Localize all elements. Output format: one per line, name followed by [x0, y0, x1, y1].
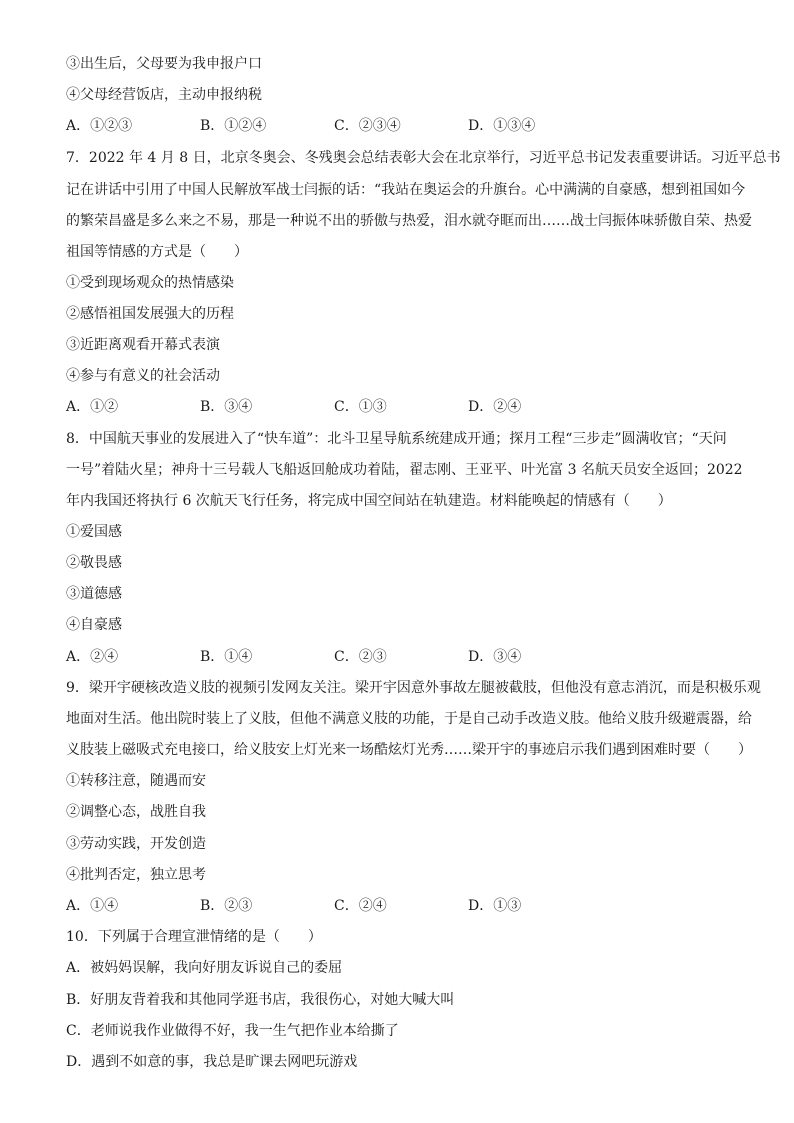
q8-stem-line-2: 一号”着陆火星；神舟十三号载人飞船返回舱成功着陆，翟志刚、王亚平、叶光富 3 名航天员安全返回；2022: [66, 462, 743, 478]
q10-choice-d[interactable]: D．遇到不如意的事，我总是旷课去网吧玩游戏: [66, 1054, 358, 1070]
q7-options: [66, 397, 754, 417]
prev-options: [66, 116, 754, 136]
prev-item-4: ④父母经营饭店，主动申报纳税: [66, 87, 262, 103]
q8-options: [66, 647, 754, 667]
q7-option-a[interactable]: A．①②: [66, 399, 119, 415]
q8-option-b[interactable]: B．①④: [200, 649, 253, 665]
q8-item-4: ④自豪感: [66, 617, 122, 633]
q7-option-c[interactable]: C．①③: [334, 399, 387, 415]
q7-item-1: ①受到现场观众的热情感染: [66, 275, 234, 291]
q9-stem-line-2: 地面对生活。他出院时装上了义肢，但他不满意义肢的功能，于是自己动手改造义肢。他给义肢升级避震器，给: [66, 711, 752, 727]
q9-option-c[interactable]: C．②④: [334, 898, 387, 914]
q9-option-a[interactable]: A．①④: [66, 898, 119, 914]
q10-choice-a[interactable]: A．被妈妈误解，我向好朋友诉说自己的委屈: [66, 960, 343, 976]
q8-option-c[interactable]: C．②③: [334, 649, 387, 665]
q8-stem-line-1: 8．中国航天事业的发展进入了“快车道”：北斗卫星导航系统建成开通；探月工程“三步走”圆满收官；“天问: [66, 431, 727, 447]
q9-item-2: ②调整心态，战胜自我: [66, 804, 206, 820]
q9-item-1: ①转移注意，随遇而安: [66, 773, 206, 789]
q7-option-d[interactable]: D．②④: [468, 399, 522, 415]
q7-stem-line-4: 祖国等情感的方式是（ ）: [66, 244, 248, 260]
q10-choice-b[interactable]: B．好朋友背着我和其他同学逛书店，我很伤心，对她大喊大叫: [66, 992, 455, 1008]
q9-options: [66, 896, 754, 916]
q7-item-4: ④参与有意义的社会活动: [66, 368, 220, 384]
q9-item-3: ③劳动实践，开发创造: [66, 836, 206, 852]
q8-stem-line-3: 年内我国还将执行 6 次航天飞行任务，将完成中国空间站在轨建造。材料能唤起的情感有（ ）: [66, 493, 672, 509]
option-b[interactable]: B．①②④: [200, 118, 267, 134]
q7-stem-line-3: 的繁荣昌盛是多么来之不易，那是一种说不出的骄傲与热爱，泪水就夺眶而出……战士闫振体味骄傲自荣、热爱: [66, 213, 752, 229]
q7-option-b[interactable]: B．③④: [200, 399, 253, 415]
q10-choice-c[interactable]: C．老师说我作业做得不好，我一生气把作业本给撕了: [66, 1023, 399, 1039]
q10-stem: 10．下列属于合理宣泄情绪的是（ ）: [66, 929, 322, 945]
q8-option-d[interactable]: D．③④: [468, 649, 522, 665]
q8-option-a[interactable]: A．②④: [66, 649, 119, 665]
q9-stem-line-1: 9．梁开宇硬核改造义肢的视频引发网友关注。梁开宇因意外事故左腿被截肢，但他没有意志消沉，而是积极乐观: [66, 680, 761, 696]
q9-option-b[interactable]: B．②③: [200, 898, 253, 914]
q7-stem-line-2: 记在讲话中引用了中国人民解放军战士闫振的话：“我站在奥运会的升旗台。心中满满的自豪感，想到祖国如今: [66, 182, 746, 198]
option-c[interactable]: C．②③④: [334, 118, 401, 134]
q8-item-3: ③道德感: [66, 586, 122, 602]
prev-item-3: ③出生后，父母要为我申报户口: [66, 56, 262, 72]
option-d[interactable]: D．①③④: [468, 118, 536, 134]
q9-item-4: ④批判否定，独立思考: [66, 867, 206, 883]
q8-item-2: ②敬畏感: [66, 555, 122, 571]
q7-stem-line-1: 7．2022 年 4 月 8 日，北京冬奥会、冬残奥会总结表彰大会在北京举行，习近平总书记发表重要讲话。习近平总书: [66, 150, 781, 166]
q9-stem-line-3: 义肢装上磁吸式充电接口，给义肢安上灯光来一场酷炫灯光秀……梁开宇的事迹启示我们遇到困难时要（ ）: [66, 742, 752, 758]
q8-item-1: ①爱国感: [66, 524, 122, 540]
q7-item-2: ②感悟祖国发展强大的历程: [66, 306, 234, 322]
q7-item-3: ③近距离观看开幕式表演: [66, 337, 220, 353]
q9-option-d[interactable]: D．①③: [468, 898, 522, 914]
option-a[interactable]: A．①②③: [66, 118, 133, 134]
